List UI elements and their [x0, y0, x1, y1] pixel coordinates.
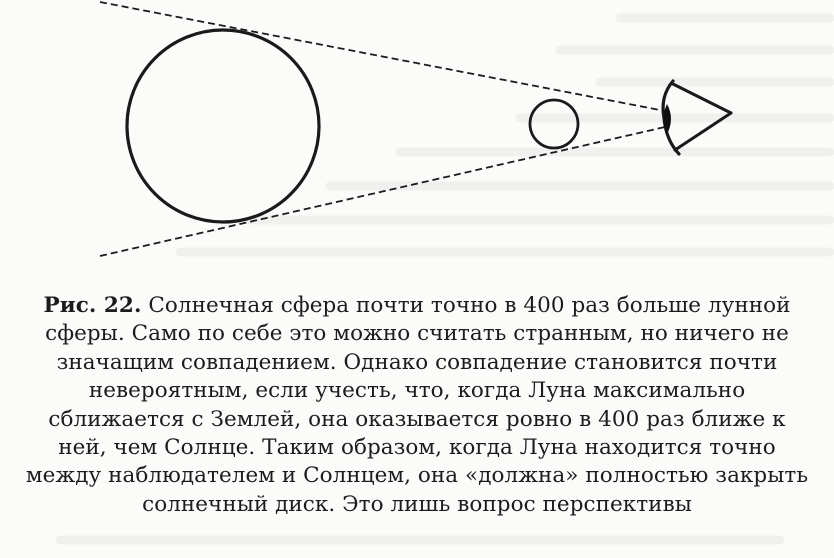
caption-line-5: сближается с Землей, она оказывается ровно в 400 раз ближе к: [48, 406, 786, 432]
caption-line-3: значащим совпадением. Однако совпадение становится почти: [56, 349, 778, 375]
caption-line-7: между наблюдателем и Солнцем, она «должна» полностью закрыть: [25, 463, 809, 489]
caption-line-2: сферы. Само по себе это можно считать странным, но ничего не: [45, 321, 789, 347]
caption-line-1: [4, 292, 830, 320]
lower-sight-line: [100, 127, 665, 256]
sun-circle: [127, 30, 319, 222]
eye-icon: [663, 81, 731, 154]
upper-sight-line: [100, 2, 665, 111]
moon-circle: [530, 100, 578, 148]
figure-label: Рис. 22.: [43, 293, 142, 318]
caption-line-4: невероятным, если учесть, что, когда Луна максимально: [88, 378, 746, 404]
caption-line-6: ней, чем Солнце. Таким образом, когда Луна находится точно: [58, 435, 776, 461]
caption-line-8: солнечный диск. Это лишь вопрос перспективы: [142, 491, 692, 517]
caption-line-1-text: Солнечная сфера почти точно в 400 раз больше лунной: [148, 293, 791, 318]
figure-caption: [4, 292, 830, 519]
